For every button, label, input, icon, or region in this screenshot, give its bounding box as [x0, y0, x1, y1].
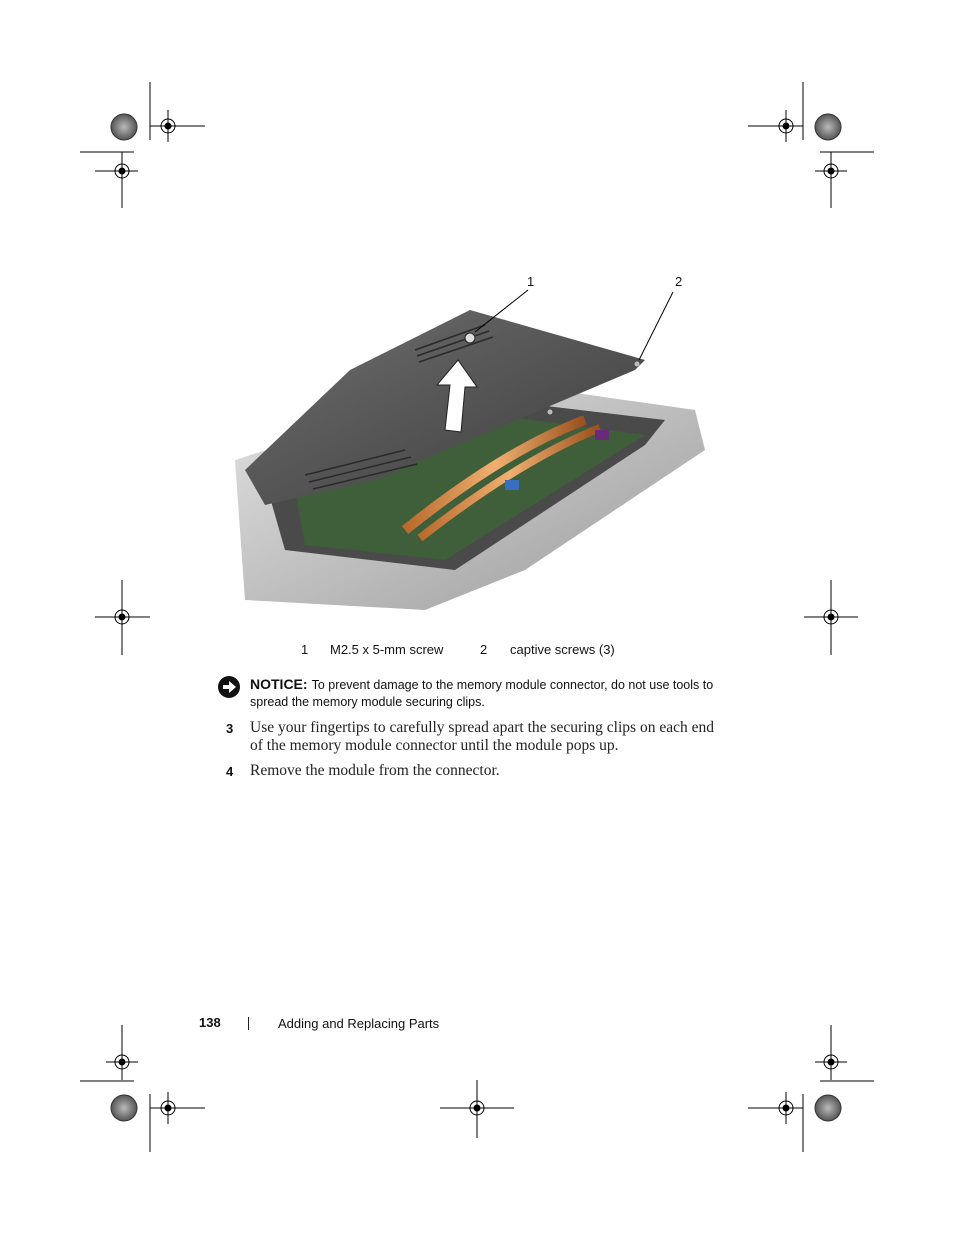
step-number: 4	[226, 764, 234, 779]
legend-num-2: 2	[480, 642, 488, 657]
callout-1: 1	[527, 274, 535, 289]
notice-label: NOTICE:	[250, 676, 308, 692]
notice-text	[250, 676, 720, 711]
step-text: Remove the module from the connector.	[250, 762, 500, 779]
legend-text-2: captive screws (3)	[510, 642, 615, 657]
step-number: 3	[226, 721, 234, 736]
notice-body: To prevent damage to the memory module connector, do not use tools to spread the memory module securing clips.	[250, 678, 714, 709]
legend-text-1: M2.5 x 5-mm screw	[330, 642, 444, 657]
callout-2: 2	[675, 274, 683, 289]
section-title: Adding and Replacing Parts	[278, 1016, 440, 1031]
page-number: 138	[199, 1015, 221, 1030]
footer-divider	[248, 1017, 249, 1030]
memory-cover-illustration	[225, 270, 730, 630]
legend-num-1: 1	[301, 642, 309, 657]
step-text: Use your fingertips to carefully spread apart the securing clips on each end of the memory module connector until the module pops up.	[250, 719, 714, 754]
notice-icon	[218, 676, 240, 698]
